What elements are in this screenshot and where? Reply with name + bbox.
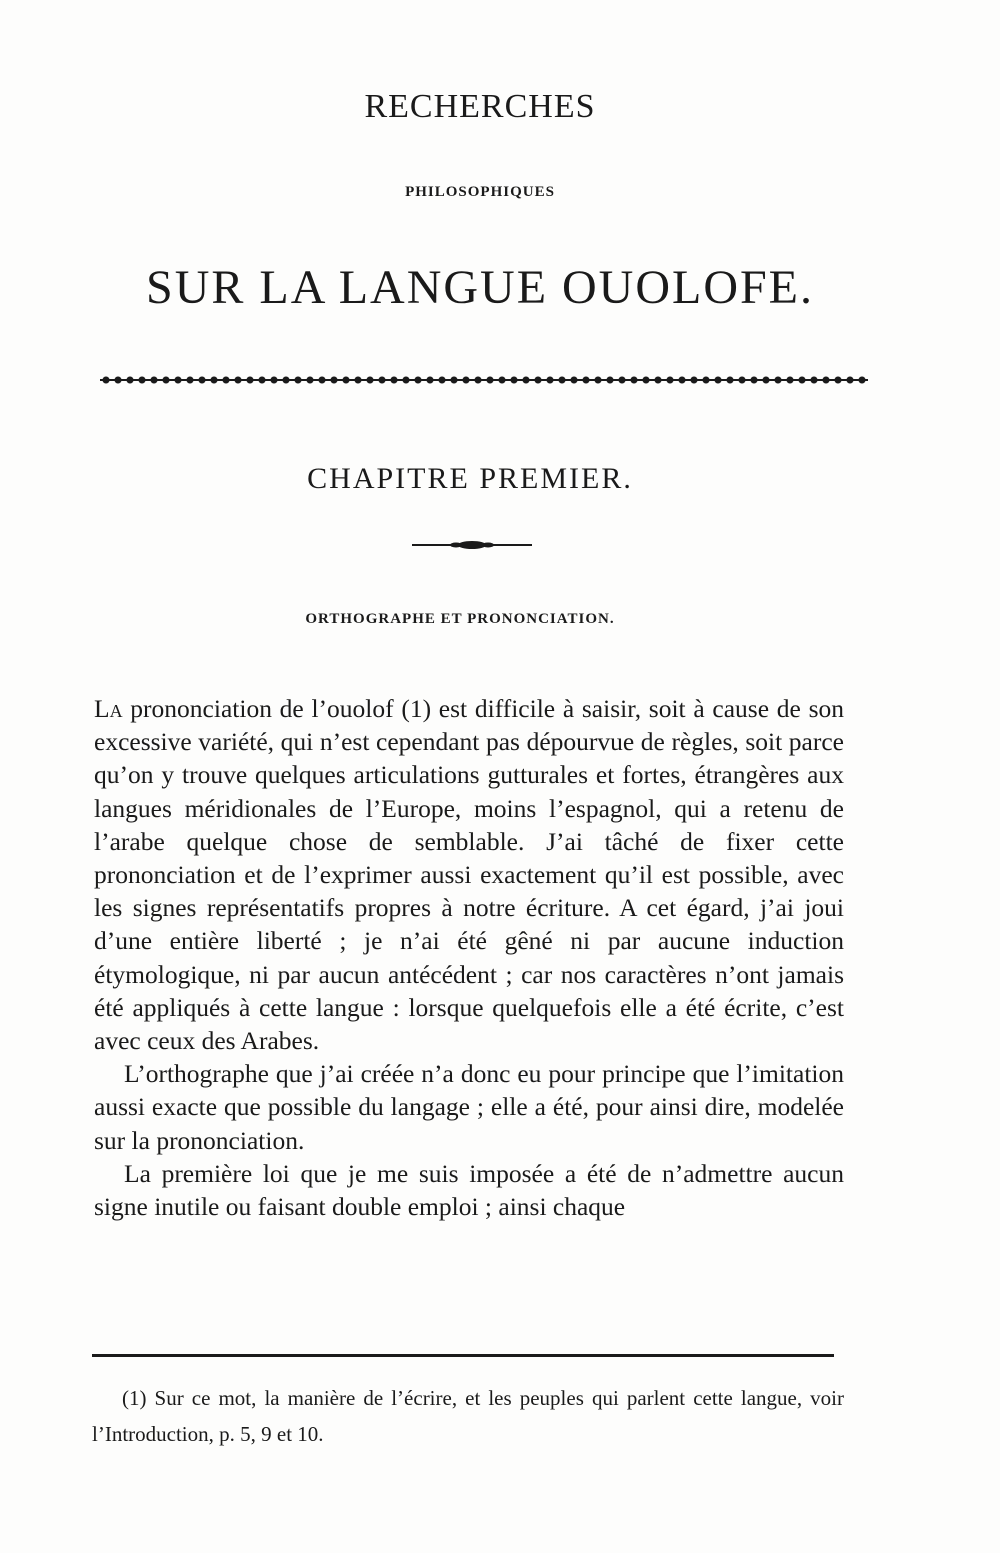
paragraph-2: L’orthographe que j’ai créée n’a donc eu pour principe que l’imitation aussi exacte que possible du langage ; elle a été, pour ainsi dire, modelée sur la prononciation. — [94, 1059, 844, 1155]
footnote — [92, 1380, 844, 1452]
footnote-divider — [92, 1354, 834, 1357]
paragraph-3: La première loi que je me suis imposée a été de n’admettre aucun signe inutile ou faisant double emploi ; ainsi chaque — [94, 1158, 844, 1222]
chapter-ornament — [412, 540, 532, 550]
paragraph-1 — [94, 692, 844, 1057]
ornamental-divider — [100, 374, 868, 386]
section-title: ORTHOGRAPHE ET PRONONCIATION. — [305, 611, 615, 627]
footnote-text: (1) Sur ce mot, la manière de l’écrire, et les peuples qui parlent cette langue, voir l’Introduction, p. 5, 9 et 10. — [92, 1386, 844, 1446]
header-title-recherches: RECHERCHES — [364, 88, 596, 125]
header-title-philosophiques: PHILOSOPHIQUES — [405, 184, 555, 200]
paragraph-1-text: prononciation de l’ouolof (1) est difficile à saisir, soit à cause de son excessive variété, qui n’est cependant pas dépourvue de règles, soit parce qu’on y trouve quelques articulations gutturales et fortes, étrangères aux langues méridionales de l’Europe, moins l’espagnol, qui a retenu de l’arabe quelque chose de semblable. J’ai tâché de fixer cette prononciation et de l’exprimer aussi exactement qu’il est possible, avec les signes représentatifs propres à notre écriture. A cet égard, j’ai joui d’une entière liberté ; je n’ai été gêné ni par aucune induction étymologique, ni par aucun antécédent ; car nos caractères n’ont jamais été appliqués à cette langue : lorsque quelquefois elle a été écrite, c’est avec ceux des Arabes. — [94, 694, 844, 1056]
paragraph-lead-word: La — [94, 694, 123, 723]
chapter-title: CHAPITRE PREMIER. — [307, 462, 633, 495]
body-text — [94, 692, 844, 1223]
header-title-langue-ouolofe: SUR LA LANGUE OUOLOFE. — [146, 261, 814, 314]
